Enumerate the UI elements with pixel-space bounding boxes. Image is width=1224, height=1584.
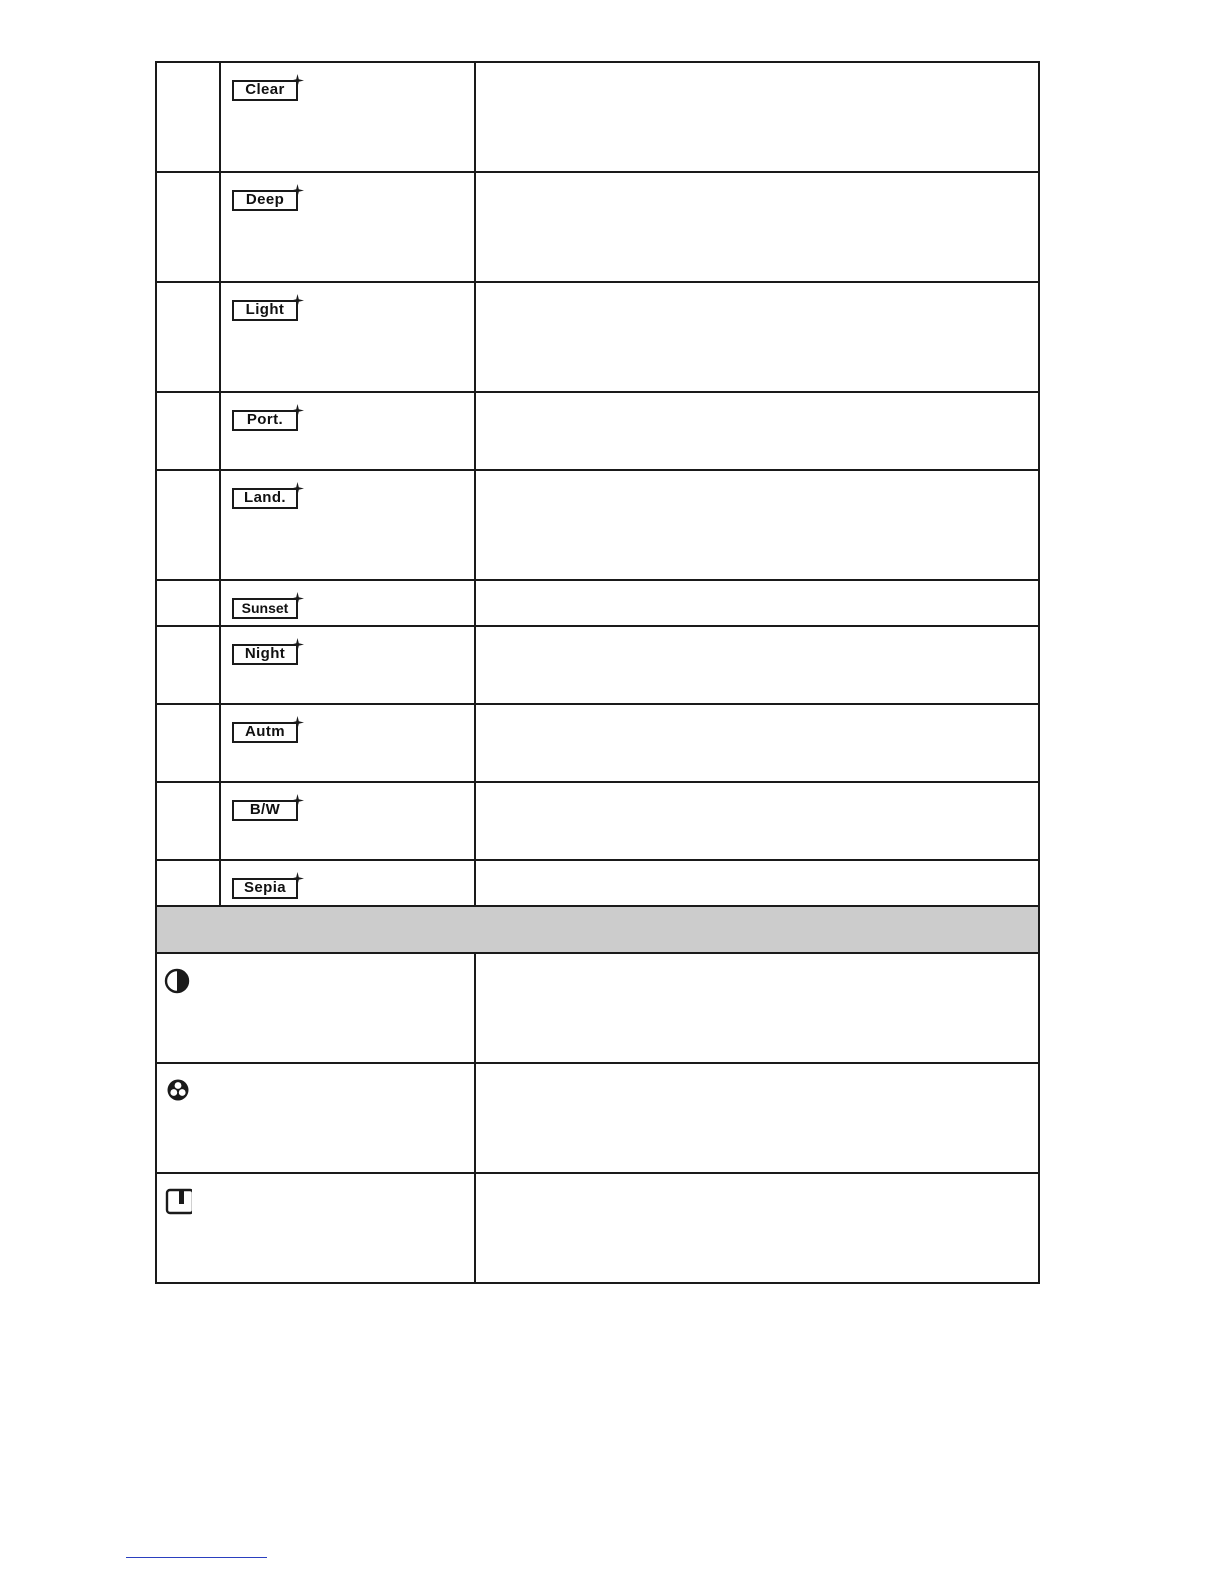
sparkle-icon [291,592,304,605]
light-badge [232,300,298,321]
badge-label: Land. [232,488,298,509]
badge-label: Port. [232,410,298,431]
badge-label: Night [232,644,298,665]
description-cell [475,1173,1039,1283]
badge-label: B/W [232,800,298,821]
label-cell [220,282,475,392]
description-cell [475,1063,1039,1173]
description-cell [475,782,1039,860]
label-cell [220,172,475,282]
land-badge [232,488,298,509]
label-cell [220,62,475,172]
table-row-deep [156,172,1039,282]
footer-link-underline[interactable] [126,1557,267,1558]
section-header [156,906,1039,953]
sparkle-icon [291,872,304,885]
badge-label: Sepia [232,878,298,899]
row-index-cell [156,626,220,704]
description-cell [475,953,1039,1063]
sepia-badge [232,878,298,899]
sparkle-icon [291,794,304,807]
icon-cell [156,1173,475,1283]
badge-label: Clear [232,80,298,101]
row-index-cell [156,172,220,282]
night-badge [232,644,298,665]
table-row-bw [156,782,1039,860]
badge-label: Sunset [232,598,298,619]
description-cell [475,580,1039,626]
row-index-cell [156,470,220,580]
label-cell [220,704,475,782]
label-cell [220,470,475,580]
badge-label: Light [232,300,298,321]
bw-badge [232,800,298,821]
sparkle-icon [291,74,304,87]
sunset-badge [232,598,298,619]
row-index-cell [156,860,220,906]
table-row-sepia [156,860,1039,906]
description-cell [475,392,1039,470]
description-cell [475,704,1039,782]
table-row-night [156,626,1039,704]
description-cell [475,282,1039,392]
sparkle-icon [291,482,304,495]
deep-badge [232,190,298,211]
table-row-sharpness [156,1173,1039,1283]
table-row-contrast [156,953,1039,1063]
port-badge [232,410,298,431]
sparkle-icon [291,638,304,651]
sparkle-icon [291,716,304,729]
label-cell [220,626,475,704]
icon-cell [156,1063,475,1173]
description-cell [475,626,1039,704]
sparkle-icon [291,294,304,307]
label-cell [220,580,475,626]
table-row-sunset [156,580,1039,626]
badge-label: Deep [232,190,298,211]
description-cell [475,470,1039,580]
row-index-cell [156,62,220,172]
row-index-cell [156,282,220,392]
table-row-clear [156,62,1039,172]
row-index-cell [156,782,220,860]
table-row-saturation [156,1063,1039,1173]
icon-cell [156,953,475,1063]
clear-badge [232,80,298,101]
sparkle-icon [291,184,304,197]
settings-table [155,61,1040,1284]
section-header-row [156,906,1039,953]
row-index-cell [156,704,220,782]
autm-badge [232,722,298,743]
description-cell [475,62,1039,172]
table-row-port [156,392,1039,470]
sparkle-icon [291,404,304,417]
contrast-icon [164,967,192,995]
description-cell [475,172,1039,282]
label-cell [220,860,475,906]
table-row-light [156,282,1039,392]
table-row-land [156,470,1039,580]
sharpness-icon [164,1187,192,1215]
row-index-cell [156,580,220,626]
badge-label: Autm [232,722,298,743]
label-cell [220,392,475,470]
label-cell [220,782,475,860]
row-index-cell [156,392,220,470]
description-cell [475,860,1039,906]
table-row-autm [156,704,1039,782]
saturation-icon [164,1077,192,1105]
